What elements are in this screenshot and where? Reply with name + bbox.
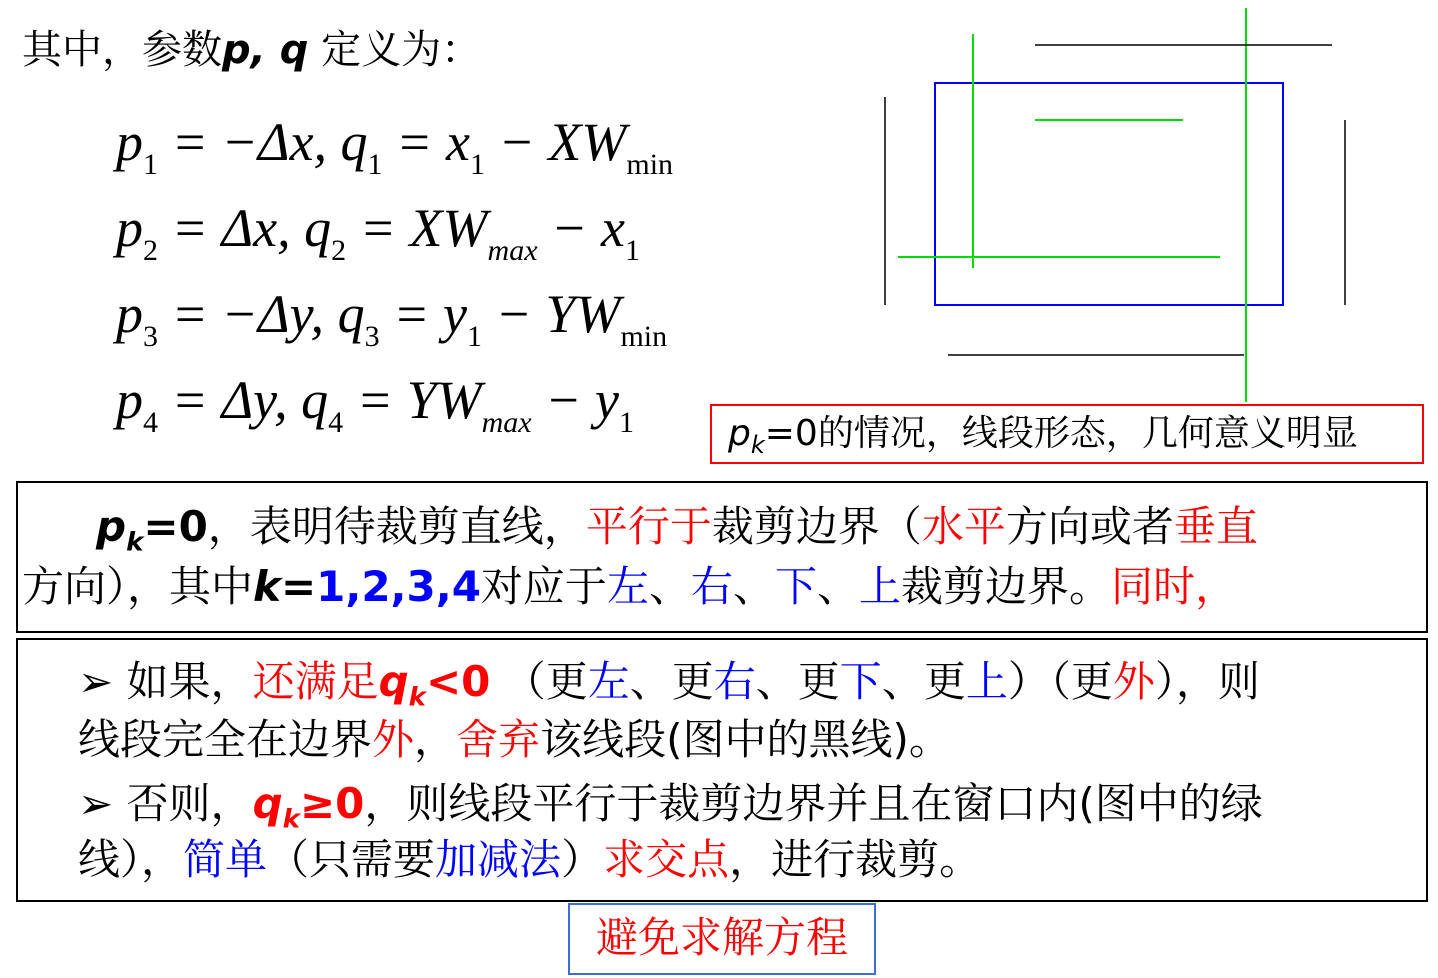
condition-line-1: ➢ 如果，还满足$q_k<0$ （更左、更右、更下、更上）（更外），则 (78, 657, 1260, 713)
condition-line-2: 线段完全在边界外，舍弃该线段(图中的黑线)。 (78, 715, 951, 764)
heading-params: p, q (222, 27, 309, 73)
explanation-line-1: $p_k=0$，表明待裁剪直线，平行于裁剪边界（水平方向或者垂直 (96, 502, 1258, 558)
diagram-note: $p_k=0$的情况，线段形态，几何意义明显 (710, 404, 1424, 464)
bullet-icon: ➢ (78, 779, 114, 828)
explanation-line-2: 方向），其中k=1,2,3,4对应于左、右、下、上裁剪边界。同时， (22, 562, 1238, 611)
heading (22, 24, 481, 76)
avoid-equation-label: 避免求解方程 (568, 903, 876, 975)
heading-prefix: 其中，参数 (22, 27, 222, 73)
equation-4: $p_4 = \Delta y$, $q_4 = YW_{max} - y_1$ (116, 370, 634, 439)
equation-3: $p_3 = -\Delta y$, $q_3 = y_1 - YW_{min}$ (116, 284, 668, 353)
clip-window-rect (935, 83, 1283, 305)
explanation-box (16, 481, 1428, 633)
heading-suffix: 定义为： (321, 27, 482, 73)
bullet-icon: ➢ (78, 657, 114, 706)
condition-line-4: 线），简单（只需要加减法）求交点，进行裁剪。 (78, 835, 982, 884)
condition-line-3: ➢ 否则，$q_k\ge 0$，则线段平行于裁剪边界并且在窗口内(图中的绿 (78, 779, 1263, 835)
clipping-diagram (870, 0, 1430, 410)
equation-1: $p_1 = -\Delta x$, $q_1 = x_1 - XW_{min}$ (116, 112, 674, 181)
conditions-box (16, 638, 1428, 902)
equation-2: $p_2 = \Delta x$, $q_2 = XW_{max} - x_1$ (116, 198, 640, 267)
